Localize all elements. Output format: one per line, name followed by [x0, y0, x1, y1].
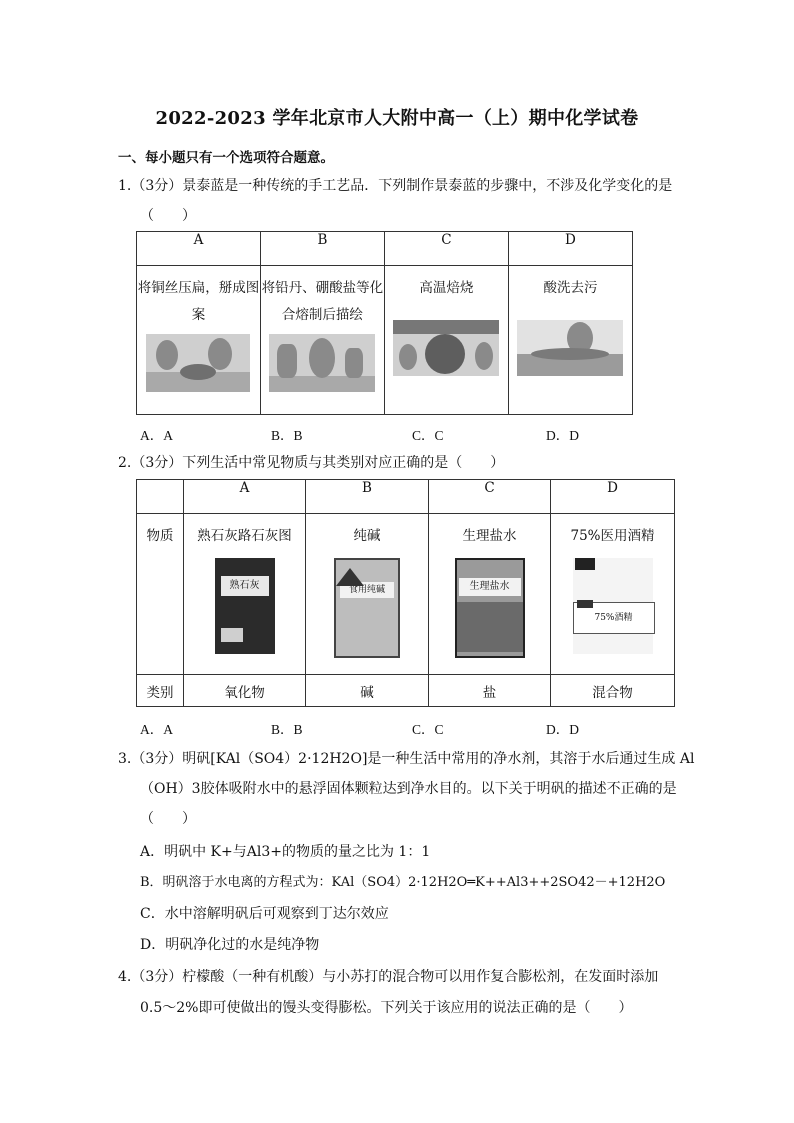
q2-category-b: 碱 [306, 675, 429, 707]
q1-header-b: B [260, 232, 384, 266]
q2-header-a: A [184, 480, 306, 514]
q2-substance-c-text: 生理盐水 [462, 528, 517, 544]
q2-row-substance-label [137, 514, 184, 675]
q1-cell-d [508, 266, 632, 415]
q1-stem-line2: （ ） [140, 208, 196, 224]
q1-cell-a-text-2: 案 [191, 307, 206, 323]
q2-category-a: 氧化物 [184, 675, 306, 707]
craft-paint-icon [269, 334, 375, 392]
q1-table [136, 231, 633, 415]
q2-header-b: B [306, 480, 429, 514]
alcohol-bottle-icon [573, 558, 653, 654]
q2-choice-a[interactable]: A．A [140, 722, 173, 737]
q3-option-d[interactable]: D．明矾净化过的水是纯净物 [140, 937, 320, 953]
q2-choice-b[interactable]: B．B [271, 722, 303, 737]
q2-substance-c [429, 514, 551, 675]
q1-choice-c[interactable]: C．C [412, 428, 444, 443]
q1-stem-line1: 1.（3分）景泰蓝是一种传统的手工艺品．下列制作景泰蓝的步骤中，不涉及化学变化的是 [118, 178, 673, 194]
q1-header-a: A [137, 232, 261, 266]
q1-cell-a-text-1: 将铜丝压扁，掰成图 [137, 280, 260, 296]
kiln-firing-icon [393, 320, 499, 376]
q3-option-a[interactable]: A．明矾中 K+与Al3+的物质的量之比为 1：1 [140, 844, 431, 860]
saline-bag-label: 生理盐水 [459, 578, 521, 596]
q1-cell-b-text-1: 将铅丹、硼酸盐等化 [261, 280, 384, 296]
soda-ash-bag-label: 食用纯碱 [340, 582, 394, 598]
q4-stem-line2: 0.5～2%即可使做出的馒头变得膨松。下列关于该应用的说法正确的是（ ） [140, 1000, 633, 1016]
q1-choice-a[interactable]: A．A [140, 428, 173, 443]
q2-category-d: 混合物 [551, 675, 675, 707]
q2-header-blank [137, 480, 184, 514]
q2-choice-d[interactable]: D．D [546, 722, 579, 737]
q2-stem-line1: 2.（3分）下列生活中常见物质与其类别对应正确的是（ ） [118, 455, 505, 471]
q3-stem-line1: 3.（3分）明矾[KAl（SO4）2·12H2O]是一种生活中常用的净水剂，其溶于水后通过生成 Al [118, 751, 695, 767]
q1-cell-c [384, 266, 508, 415]
slaked-lime-bag-label: 熟石灰 [221, 576, 269, 596]
q1-header-d: D [508, 232, 632, 266]
q2-row-category-label: 类别 [137, 675, 184, 707]
q2-substance-d [551, 514, 675, 675]
q1-cell-c-text-1: 高温焙烧 [419, 280, 474, 296]
q3-option-b[interactable]: B．明矾溶于水电离的方程式为：KAl（SO4）2·12H2O═K++Al3++2SO42－+12H2O [140, 875, 666, 890]
page-title: 2022-2023 学年北京市人大附中高一（上）期中化学试卷 [155, 108, 639, 129]
q3-option-c[interactable]: C．水中溶解明矾后可观察到丁达尔效应 [140, 906, 389, 922]
q2-substance-a-text: 熟石灰路石灰图 [197, 528, 292, 544]
q3-stem-line3: （ ） [140, 811, 196, 827]
q2-substance-a [184, 514, 306, 675]
slaked-lime-bag-icon [215, 558, 275, 654]
q1-choice-b[interactable]: B．B [271, 428, 303, 443]
q2-header-c: C [429, 480, 551, 514]
q2-choice-c[interactable]: C．C [412, 722, 444, 737]
q1-cell-b-text-2: 合熔制后描绘 [281, 307, 363, 323]
q1-header-c: C [384, 232, 508, 266]
alcohol-bottle-label: 75%酒精 [573, 602, 655, 634]
q2-table [136, 479, 675, 707]
q4-stem-line1: 4.（3分）柠檬酸（一种有机酸）与小苏打的混合物可以用作复合膨松剂，在发面时添加 [118, 969, 659, 985]
q1-choice-d[interactable]: D．D [546, 428, 579, 443]
q2-substance-b [306, 514, 429, 675]
q1-cell-b [260, 266, 384, 415]
acid-wash-icon [517, 320, 623, 376]
section-heading: 一、每小题只有一个选项符合题意。 [118, 150, 334, 166]
q2-substance-d-text: 75%医用酒精 [570, 528, 655, 544]
craft-flatten-icon [146, 334, 250, 392]
q3-stem-line2: （OH）3胶体吸附水中的悬浮固体颗粒达到净水目的。以下关于明矾的描述不正确的是 [140, 781, 677, 797]
q2-row-substance-label-text: 物质 [146, 528, 174, 544]
q2-substance-b-text: 纯碱 [353, 528, 381, 544]
q2-header-d: D [551, 480, 675, 514]
q2-category-c: 盐 [429, 675, 551, 707]
q1-cell-a [137, 266, 261, 415]
q1-cell-d-text-1: 酸洗去污 [543, 280, 598, 296]
soda-ash-bag-icon [334, 558, 400, 658]
saline-bag-icon [455, 558, 525, 658]
